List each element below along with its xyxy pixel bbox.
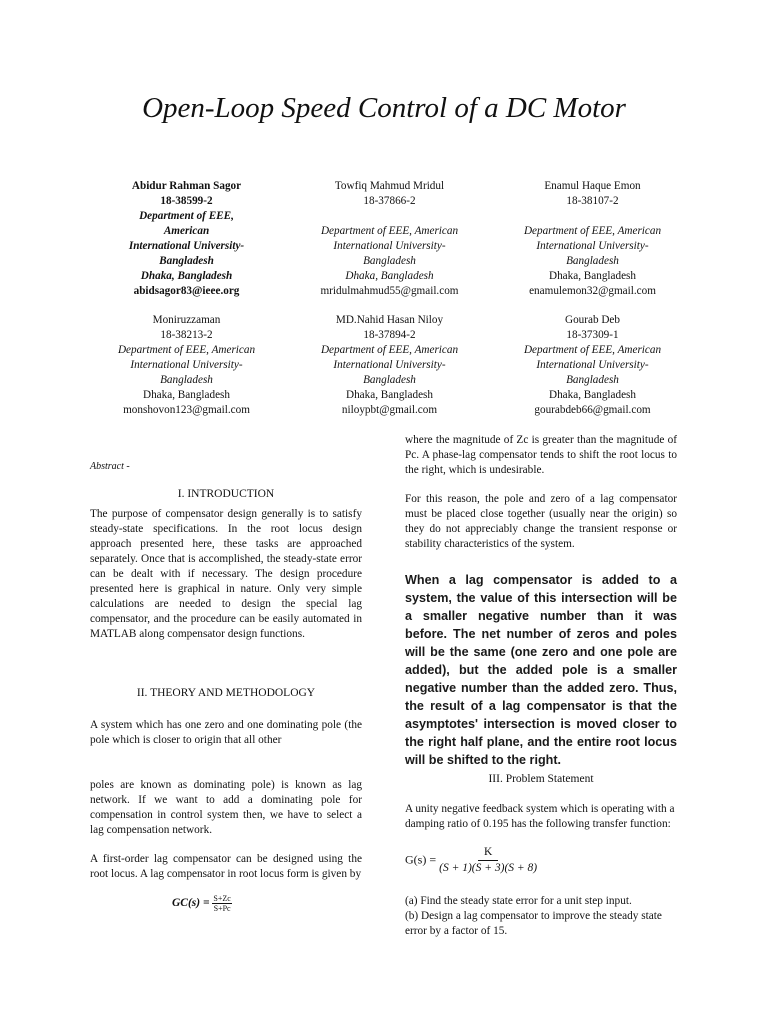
author-id: 18-37894-2 <box>363 329 416 341</box>
author-dept-line: Bangladesh <box>160 374 213 386</box>
author-card <box>288 313 491 418</box>
author-dept-line: Department of EEE, <box>139 210 234 222</box>
paper-title: Open-Loop Speed Control of a DC Motor <box>142 92 626 124</box>
theory-paragraph: A system which has one zero and one dominating pole (the pole which is closer to origin that all other <box>90 719 362 746</box>
author-dept-line: International University- <box>333 240 446 252</box>
author-email: niloypbt@gmail.com <box>341 404 438 416</box>
theory-paragraph: poles are known as dominating pole) is known as lag network. If we want to add a dominating pole for compensation in control system then, we have to select a lag compensation network. <box>90 779 362 836</box>
author-id: 18-38213-2 <box>160 329 213 341</box>
author-dept-line: Department of EEE, American <box>320 344 459 356</box>
author-name: Enamul Haque Emon <box>544 180 641 192</box>
author-card <box>288 179 491 299</box>
author-id: 18-37866-2 <box>363 195 416 207</box>
question-b: (b) Design a lag compensator to improve the steady state error by a factor of 15. <box>405 910 662 937</box>
transfer-function-equation <box>405 845 677 876</box>
equation-lhs: GC(s) = <box>172 897 210 910</box>
author-name: MD.Nahid Hasan Niloy <box>335 314 444 326</box>
author-dept-line: Department of EEE, American <box>117 344 256 356</box>
author-email: gourabdeb66@gmail.com <box>534 404 651 416</box>
author-email: mridulmahmud55@gmail.com <box>320 285 459 297</box>
introduction-paragraph: The purpose of compensator design generally is to satisfy steady-state specifications. In the root locus design approach presented here, these tasks are approached separately. Once that is accomplished, the steady-state error can be dealt with if necessary. The design procedure presented here is graphical in nature. Only very simple calculations are needed to design the special lag compensator, and the procedure can be easily automated in MATLAB along compensator design functions. <box>90 508 362 640</box>
author-card <box>491 313 694 418</box>
author-name: Towfiq Mahmud Mridul <box>334 180 445 192</box>
author-dept-line: International University- <box>128 240 245 252</box>
author-dept-line: Department of EEE, American <box>523 344 662 356</box>
author-name: Gourab Deb <box>565 314 620 326</box>
author-name: Moniruzzaman <box>152 314 221 326</box>
author-card <box>85 313 288 418</box>
author-dept-line: Department of EEE, American <box>320 225 459 237</box>
author-name: Abidur Rahman Sagor <box>131 180 242 192</box>
transfer-function-fraction <box>439 845 537 876</box>
author-dept-line: International University- <box>536 359 649 371</box>
author-email: enamulemon32@gmail.com <box>529 285 656 297</box>
transfer-function-denominator: (S + 1)(S + 3)(S + 8) <box>439 862 538 874</box>
author-city: Dhaka, Bangladesh <box>345 270 434 282</box>
author-dept-line: International University- <box>333 359 446 371</box>
theory-paragraph: A first-order lag compensator can be designed using the root locus. A lag compensator in root locus form is given by <box>90 853 362 880</box>
author-id: 18-38107-2 <box>566 195 619 207</box>
author-dept-line: American <box>163 225 210 237</box>
author-dept-line: International University- <box>130 359 243 371</box>
problem-paragraph: A unity negative feedback system which is operating with a damping ratio of 0.195 has the following transfer function: <box>405 803 675 830</box>
transfer-function-numerator: K <box>478 845 498 861</box>
author-dept-line: Bangladesh <box>363 374 416 386</box>
author-id: 18-38599-2 <box>160 195 213 207</box>
body-paragraph: where the magnitude of Zc is greater than the magnitude of Pc. A phase-lag compensator tends to shift the root locus to the right, which is undesirable. <box>405 434 677 476</box>
author-city: Dhaka, Bangladesh <box>346 389 433 401</box>
emphasis-paragraph: When a lag compensator is added to a system, the value of this intersection will be a smaller negative number than it was before. The net number of zeros and poles will be the same (one zero and one pole are added), but the added pole is a smaller negative number than the added zero. Thus, the result of a lag compensator is that the asymptotes' intersection is moved closer to the right half plane, and the entire root locus will be shifted to the right. <box>405 573 677 767</box>
body-paragraph: For this reason, the pole and zero of a lag compensator must be placed close together (usually near the origin) so they do not appreciably change the transient response or stability characteristics of the system. <box>405 493 677 550</box>
transfer-function-lhs: G(s) = <box>405 852 437 867</box>
author-dept-line: Department of EEE, American <box>523 225 662 237</box>
equation-numerator: S+Zc <box>213 894 231 903</box>
abstract-label: Abstract - <box>90 461 130 472</box>
author-card <box>491 179 694 299</box>
author-email: monshovon123@gmail.com <box>123 404 250 416</box>
author-dept-line: Bangladesh <box>566 255 619 267</box>
author-dept-line: International University- <box>536 240 649 252</box>
question-a: (a) Find the steady state error for a unit step input. <box>405 895 632 907</box>
lag-compensator-equation <box>172 894 292 913</box>
author-city: Dhaka, Bangladesh <box>549 270 636 282</box>
section-heading-theory: II. THEORY AND METHODOLOGY <box>136 687 316 699</box>
author-dept-line: Bangladesh <box>363 255 416 267</box>
equation-fraction <box>212 894 231 913</box>
author-dept-line: Bangladesh <box>566 374 619 386</box>
author-block <box>85 179 695 418</box>
section-heading-introduction: I. INTRODUCTION <box>177 488 275 500</box>
author-dept-line: Bangladesh <box>159 255 214 267</box>
author-id: 18-37309-1 <box>566 329 619 341</box>
section-heading-problem: III. Problem Statement <box>488 773 594 785</box>
author-city: Dhaka, Bangladesh <box>143 389 230 401</box>
equation-denominator: S+Pc <box>213 904 231 913</box>
author-city: Dhaka, Bangladesh <box>549 389 636 401</box>
author-email: abidsagor83@ieee.org <box>133 285 240 297</box>
author-city: Dhaka, Bangladesh <box>140 270 233 282</box>
author-card <box>85 179 288 299</box>
